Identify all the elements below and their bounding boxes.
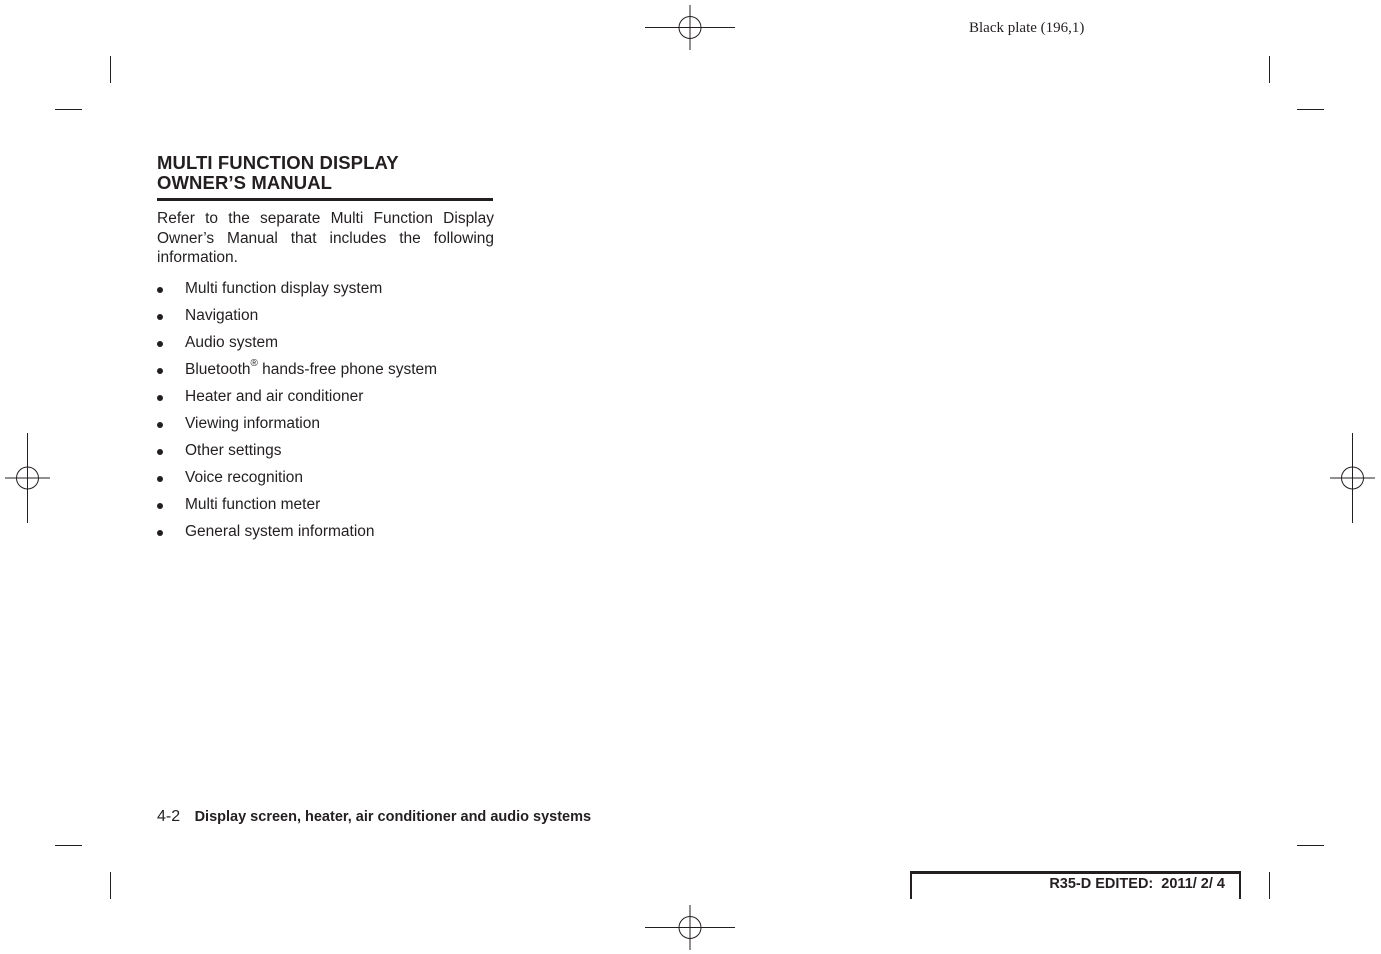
bluetooth-label: Bluetooth [185,361,251,379]
list-item [157,491,437,518]
edited-stamp [910,871,1241,899]
bullet-icon [157,422,163,428]
list-item [157,437,437,464]
list-item-text: General system information [185,522,375,540]
bluetooth-suffix: hands-free phone system [257,361,438,379]
crop-mark-bottom-right-vertical [1269,872,1270,899]
bullet-icon [157,395,163,401]
list-item-text: Voice recognition [185,468,304,486]
list-item [157,464,437,491]
crop-mark-top-right-horizontal [1297,109,1324,110]
list-item-text: Navigation [185,306,259,324]
bullet-icon [157,530,163,536]
list-item-text: Heater and air conditioner [185,387,364,405]
page-number: 4-2 [157,808,181,825]
bullet-icon [157,449,163,455]
page-footer [157,808,591,826]
feature-list [157,275,437,545]
footer-section-title: Display screen, heater, air conditioner and audio systems [194,809,592,825]
list-item-text: Audio system [185,333,279,351]
intro-paragraph: Refer to the separate Multi Function Display Owner’s Manual that includes the following information. [157,210,494,266]
list-item-text [185,357,438,379]
registration-mark-left-icon [5,433,50,523]
plate-label: Black plate (196,1) [969,20,1085,36]
bullet-icon [157,368,163,374]
bullet-icon [157,287,163,293]
bullet-icon [157,341,163,347]
list-item [157,275,437,302]
list-item-text: Multi function meter [185,495,321,513]
bullet-icon [157,314,163,320]
list-item-text: Other settings [185,441,282,459]
registered-mark: ® [250,357,258,369]
edited-label: R35-D EDITED: 2011/ 2/ 4 [1049,876,1225,892]
heading-underline [157,198,493,201]
list-item [157,302,437,329]
section-heading-line-1: MULTI FUNCTION DISPLAY [157,152,399,173]
crop-mark-bottom-left-horizontal [55,845,82,846]
list-item [157,329,437,356]
list-item [157,356,437,383]
list-item [157,518,437,545]
crop-mark-top-left-horizontal [55,109,82,110]
list-item [157,410,437,437]
crop-mark-top-left-vertical [110,56,111,83]
registration-mark-bottom-icon [645,905,735,950]
list-item [157,383,437,410]
section-heading [157,153,493,193]
list-item-text: Viewing information [185,414,320,432]
crop-mark-bottom-left-vertical [110,872,111,899]
list-item-text: Multi function display system [185,279,383,297]
crop-mark-bottom-right-horizontal [1297,845,1324,846]
crop-mark-top-right-vertical [1269,56,1270,83]
registration-mark-right-icon [1330,433,1375,523]
bullet-icon [157,476,163,482]
section-heading-line-2: OWNER’S MANUAL [157,172,333,193]
registration-mark-top-icon [645,5,735,50]
bullet-icon [157,503,163,509]
